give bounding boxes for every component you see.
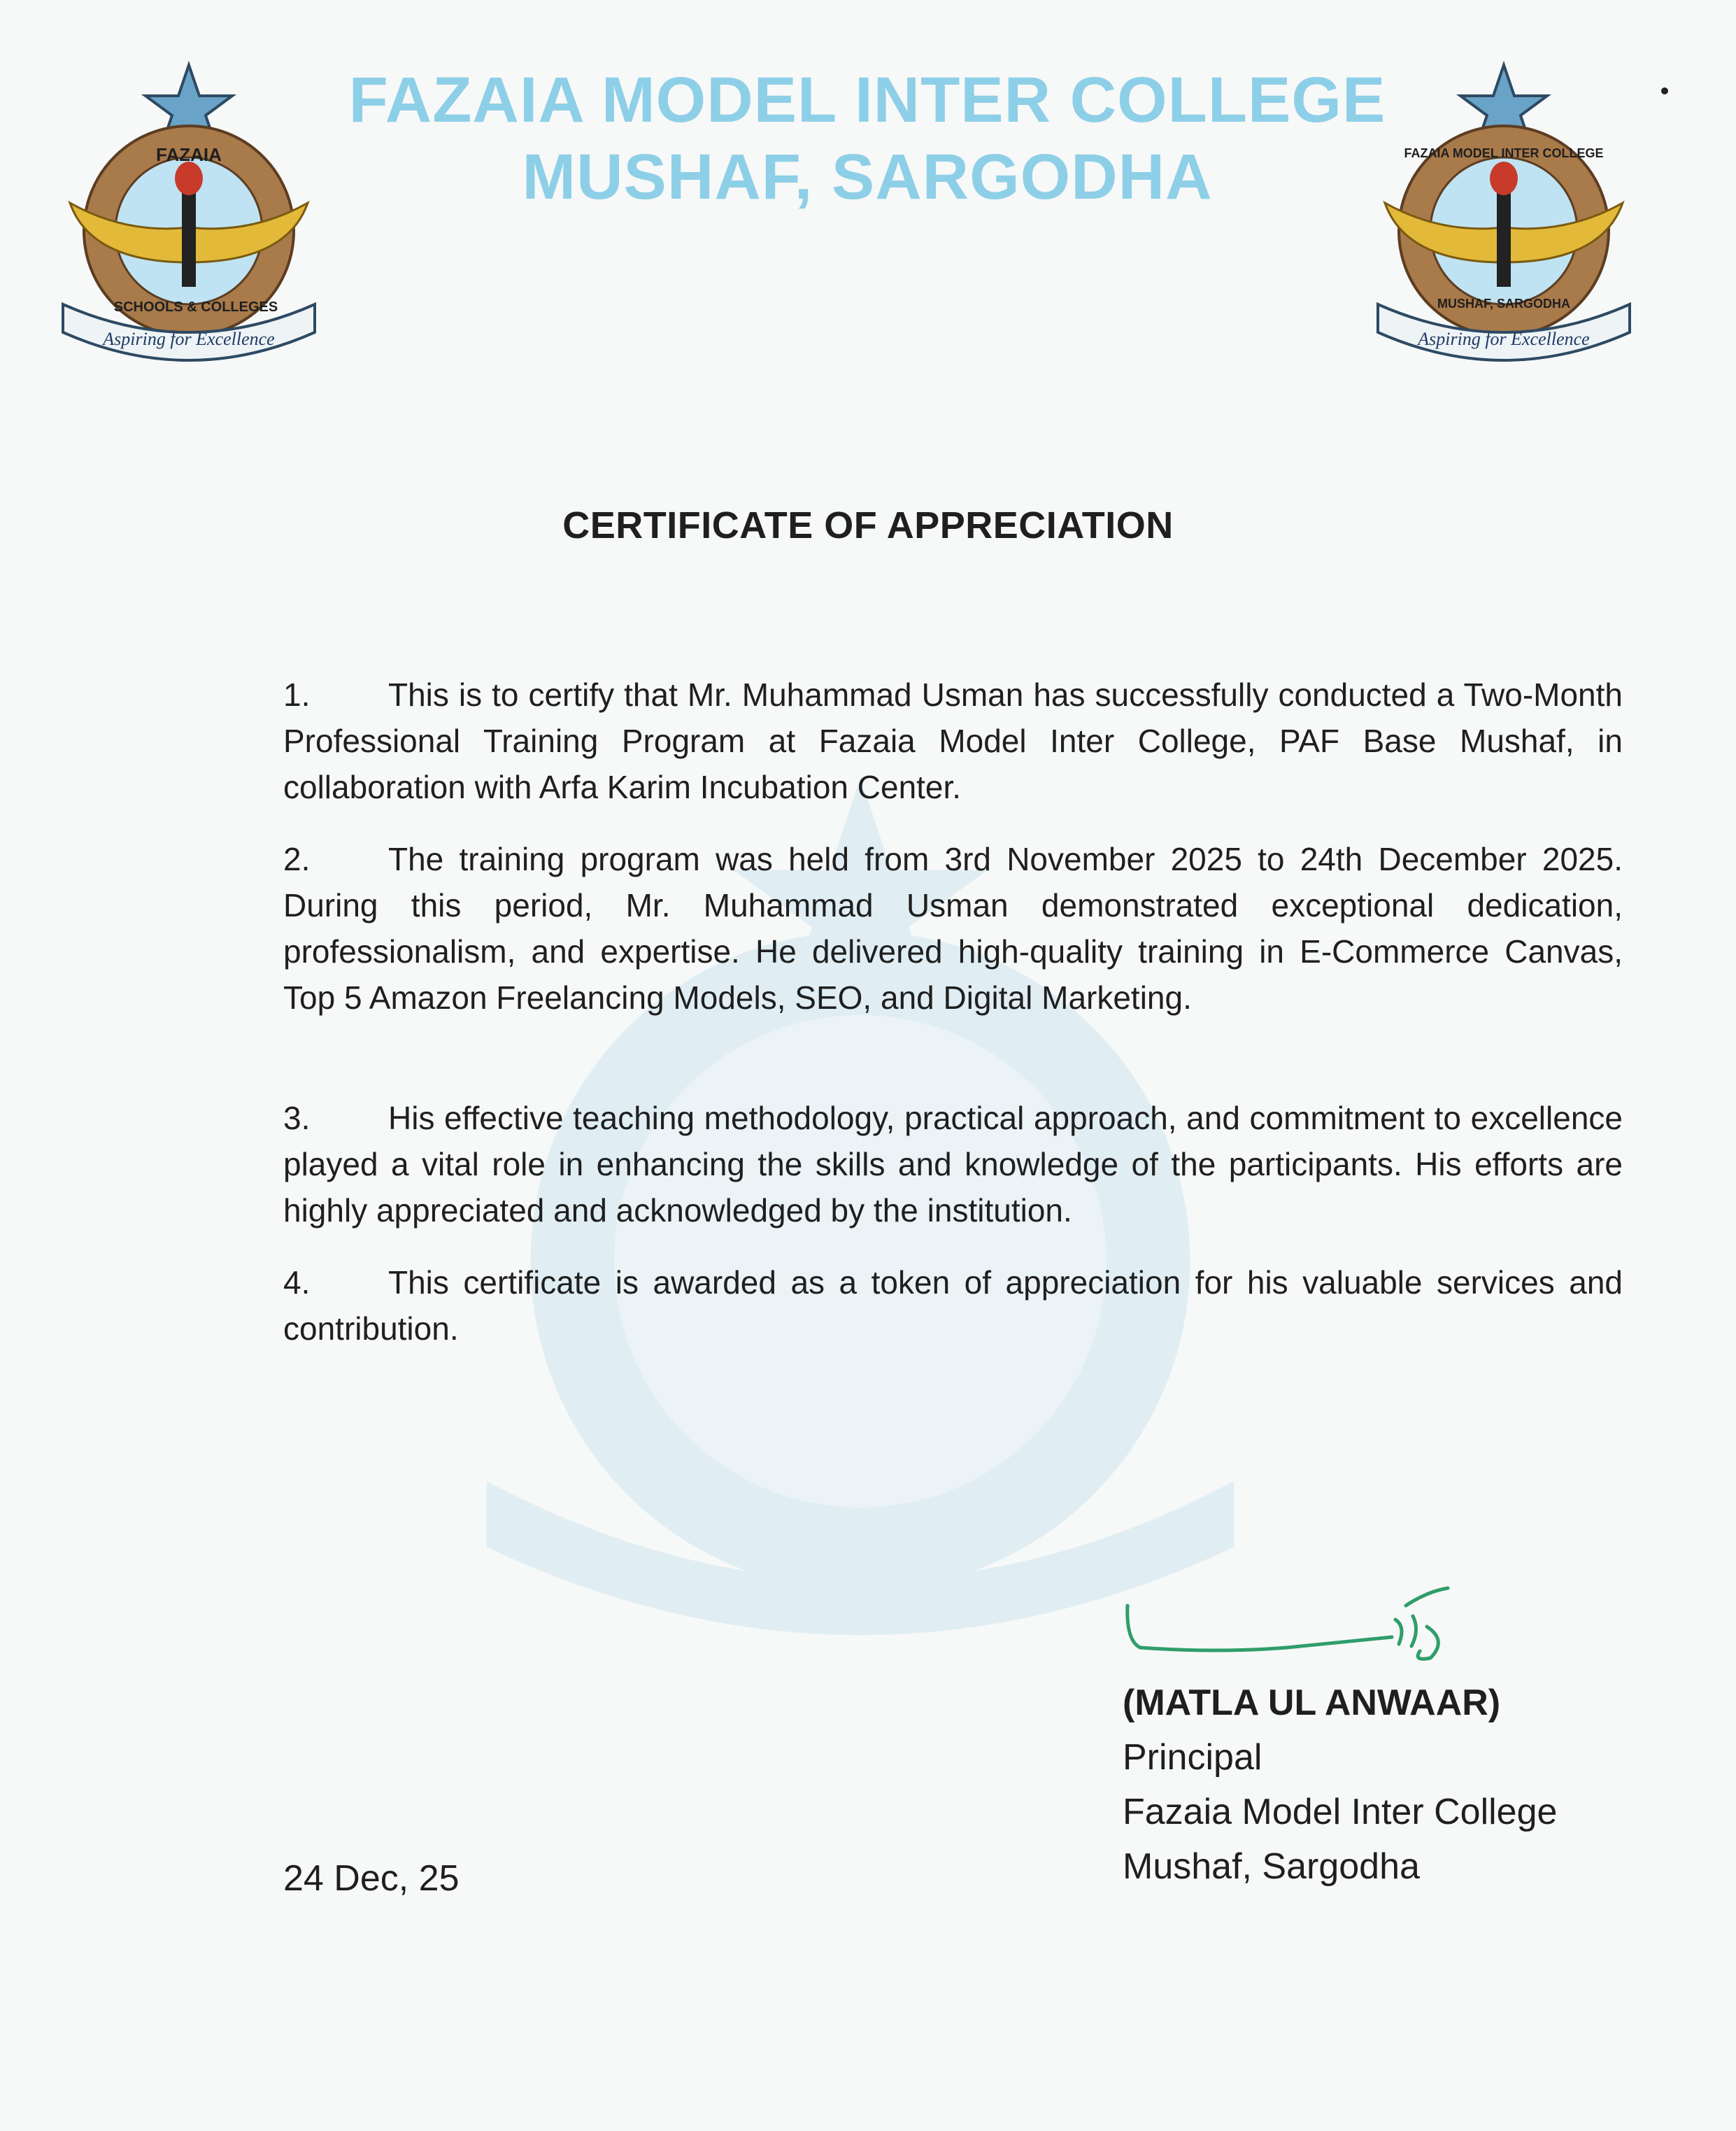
paragraph-4 — [283, 1259, 1623, 1352]
signatory-name: (MATLA UL ANWAAR) — [1123, 1683, 1501, 1723]
signatory-block — [1123, 1676, 1557, 1894]
paragraph-text: His effective teaching methodology, practical approach, and commitment to excellence played a vital role in enhancing the skills and knowledge of the participants. His efforts are highly appreciated and acknowledged by the institution. — [283, 1100, 1623, 1229]
signatory-location: Mushaf, Sargodha — [1123, 1846, 1420, 1887]
issue-date: 24 Dec, 25 — [283, 1858, 460, 1899]
signatory-institution: Fazaia Model Inter College — [1123, 1792, 1558, 1832]
svg-text:SCHOOLS & COLLEGES: SCHOOLS & COLLEGES — [113, 299, 278, 315]
paragraph-number: 4. — [283, 1264, 311, 1301]
signatory-designation: Principal — [1123, 1737, 1262, 1778]
paragraph-number: 3. — [283, 1100, 311, 1136]
paragraph-2 — [283, 836, 1623, 1021]
paragraph-1 — [283, 672, 1623, 810]
certificate-title: CERTIFICATE OF APPRECIATION — [562, 504, 1174, 546]
college-name-heading: FAZAIA MODEL INTER COLLEGE — [348, 64, 1386, 136]
svg-text:FAZAIA MODEL INTER COLLEGE: FAZAIA MODEL INTER COLLEGE — [1404, 146, 1604, 160]
svg-text:Aspiring for Excellence: Aspiring for Excellence — [1418, 329, 1590, 349]
paragraph-3 — [283, 1095, 1623, 1233]
speck-mark — [1661, 87, 1668, 94]
paragraph-text: This certificate is awarded as a token of appreciation for his valuable services and contribution. — [283, 1264, 1623, 1347]
paragraph-text: This is to certify that Mr. Muhammad Usman has successfully conducted a Two-Month Professional Training Program at Fazaia Model Inter College, PAF Base Mushaf, in collaboration with Arfa Karim Incubation Center. — [283, 677, 1623, 805]
paragraph-text: The training program was held from 3rd November 2025 to 24th December 2025. During this period, Mr. Muhammad Usman demonstrated exceptional dedication, professionalism, and expertise. He delivered high-quality training in E-Commerce Canvas, Top 5 Amazon Freelancing Models, SEO, and Digital Marketing. — [283, 841, 1623, 1016]
svg-text:MUSHAF, SARGODHA: MUSHAF, SARGODHA — [1437, 297, 1571, 311]
college-location-heading: MUSHAF, SARGODHA — [522, 141, 1213, 213]
paragraph-number: 2. — [283, 841, 311, 877]
paragraph-number: 1. — [283, 677, 311, 713]
principal-signature — [1119, 1578, 1497, 1683]
svg-text:FAZAIA: FAZAIA — [156, 144, 222, 165]
svg-text:Aspiring for Excellence: Aspiring for Excellence — [103, 329, 275, 349]
